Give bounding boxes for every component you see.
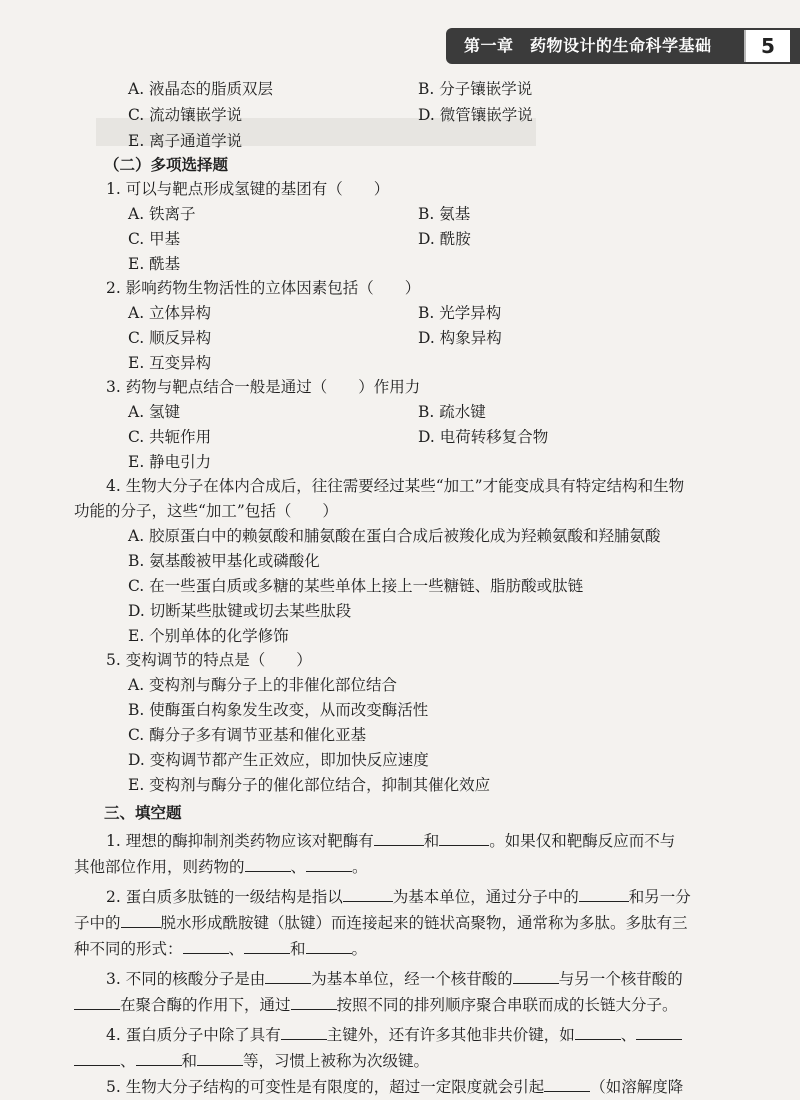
prev-option-b: B. 分子镶嵌学说 [418,80,533,98]
mc-q4-option-c: C. 在一些蛋白质或多糖的某些单体上接上一些糖链、脂肪酸或肽链 [128,577,584,595]
mc-q2-option-d: D. 构象异构 [418,329,502,347]
answer-blank[interactable] [74,1051,120,1066]
fill-question-4-line-1: 4. 蛋白质分子中除了具有 主键外，还有许多其他非共价键，如 、 [106,1024,682,1046]
mc-q1-option-e: E. 酰基 [128,255,181,273]
fill-question-3-line-1: 3. 不同的核酸分子是由 为基本单位，经一个核苷酸的 与另一个核苷酸的 [106,970,683,988]
answer-blank[interactable] [579,887,629,902]
answer-blank[interactable] [343,887,393,902]
fill-question-3-line-2: 在聚合酶的作用下，通过 按照不同的排列顺序聚合串联而成的长链大分子。 [74,994,678,1016]
fill-question-1-line-2: 其他部位作用，则药物的 、 。 [74,858,368,876]
answer-blank[interactable] [265,969,311,984]
answer-blank[interactable] [439,831,489,846]
answer-blank[interactable] [306,939,352,954]
mc-q1-option-a: A. 铁离子 [128,205,196,223]
answer-blank[interactable] [183,939,229,954]
mc-q5-option-e: E. 变构剂与酶分子的催化部位结合，抑制其催化效应 [128,776,491,794]
prev-option-c: C. 流动镶嵌学说 [128,106,243,124]
mc-q3-option-c: C. 共轭作用 [128,428,212,446]
mc-q3-option-d: D. 电荷转移复合物 [418,428,549,446]
fill-question-2-line-3: 种不同的形式： 、 和 。 [74,940,368,958]
mc-q5-option-d: D. 变构调节都产生正效应，即加快反应速度 [128,751,429,769]
fill-question-1-line-1: 1. 理想的酶抑制剂类药物应该对靶酶有 和 。如果仅和靶酶反应而不与 [106,832,676,850]
answer-blank[interactable] [74,995,120,1010]
mc-q2-option-a: A. 立体异构 [128,304,212,322]
fill-question-2-line-1: 2. 蛋白质多肽链的一级结构是指以 为基本单位，通过分子中的 和另一分 [106,888,691,906]
mc-q5-option-b: B. 使酶蛋白构象发生改变，从而改变酶活性 [128,701,429,719]
mc-q3-option-e: E. 静电引力 [128,453,212,471]
mc-q5-option-c: C. 酶分子多有调节亚基和催化亚基 [128,726,367,744]
mc-q3-option-a: A. 氢键 [128,403,181,421]
fill-question-4-line-2: 、 和 等，习惯上被称为次级键。 [74,1050,429,1072]
section-title-fill-in: 三、填空题 [104,804,182,822]
answer-blank[interactable] [544,1077,590,1092]
answer-blank[interactable] [245,857,291,872]
prev-option-e: E. 离子通道学说 [128,132,243,150]
mc-q1-option-c: C. 甲基 [128,230,181,248]
answer-blank[interactable] [244,939,290,954]
mc-question-3-stem: 3. 药物与靶点结合一般是通过（ ）作用力 [106,378,421,396]
mc-question-4-stem-cont: 功能的分子，这些“加工”包括（ ） [74,502,338,520]
mc-q1-option-b: B. 氨基 [418,205,471,223]
mc-question-4-stem: 4. 生物大分子在体内合成后，往往需要经过某些“加工”才能变成具有特定结构和生物 [106,477,685,495]
mc-q2-option-b: B. 光学异构 [418,304,502,322]
mc-q2-option-e: E. 互变异构 [128,354,212,372]
mc-q4-option-b: B. 氨基酸被甲基化或磷酸化 [128,552,320,570]
answer-blank[interactable] [306,857,352,872]
mc-q1-option-d: D. 酰胺 [418,230,471,248]
prev-option-d: D. 微管镶嵌学说 [418,106,533,124]
answer-blank[interactable] [197,1051,243,1066]
mc-question-2-stem: 2. 影响药物生物活性的立体因素包括（ ） [106,279,421,297]
mc-q5-option-a: A. 变构剂与酶分子上的非催化部位结合 [128,676,398,694]
answer-blank[interactable] [636,1025,682,1040]
mc-q3-option-b: B. 疏水键 [418,403,486,421]
fill-question-2-line-2: 子中的 脱水形成酰胺键（肽键）而连接起来的链状高聚物，通常称为多肽。多肽有三 [74,914,688,932]
chapter-title: 第一章 药物设计的生命科学基础 [464,36,712,55]
answer-blank[interactable] [136,1051,182,1066]
mc-q4-option-a: A. 胶原蛋白中的赖氨酸和脯氨酸在蛋白合成后被羧化成为羟赖氨酸和羟脯氨酸 [128,527,661,545]
answer-blank[interactable] [121,913,161,928]
answer-blank[interactable] [513,969,559,984]
answer-blank[interactable] [374,831,424,846]
mc-q4-option-d: D. 切断某些肽键或切去某些肽段 [128,602,352,620]
mc-q4-option-e: E. 个别单体的化学修饰 [128,627,289,645]
mc-question-5-stem: 5. 变构调节的特点是（ ） [106,651,312,669]
mc-q2-option-c: C. 顺反异构 [128,329,212,347]
mc-question-1-stem: 1. 可以与靶点形成氢键的基团有（ ） [106,180,390,198]
page-number: 5 [744,30,790,62]
answer-blank[interactable] [281,1025,327,1040]
answer-blank[interactable] [291,995,337,1010]
answer-blank[interactable] [575,1025,621,1040]
prev-option-a: A. 液晶态的脂质双层 [128,80,274,98]
fill-question-5-line-1: 5. 生物大分子结构的可变性是有限度的，超过一定限度就会引起 （如溶解度降 [106,1078,684,1096]
section-title-multiple-choice: （二）多项选择题 [104,156,229,174]
